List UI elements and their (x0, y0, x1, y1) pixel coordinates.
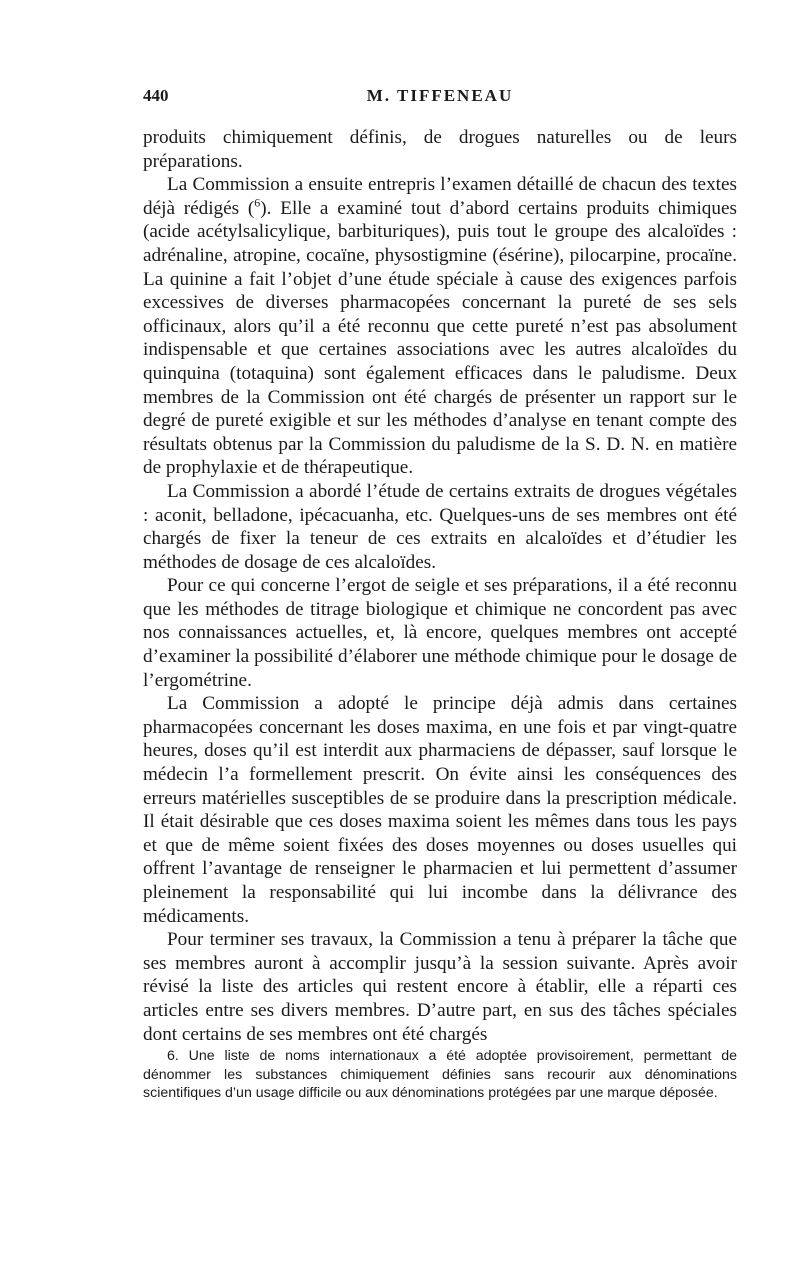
paragraph (143, 173, 737, 480)
running-head-author: M. TIFFENEAU (366, 86, 514, 105)
paragraph: Pour terminer ses travaux, la Commission a tenu à préparer la tâche que ses membres auront à accomplir jusqu’à la session suivante. Après avoir révisé la liste des articles qui restent encore à établir, elle a réparti ces articles entre ses divers membres. D’autre part, en sus des tâches spéciales dont certains de ses membres ont été chargés (143, 929, 737, 1045)
paragraph: La Commission a adopté le principe déjà admis dans certaines pharmacopées concernant les doses maxima, en une fois et par vingt-quatre heures, doses qu’il est interdit aux pharmaciens de dépasser, sauf lorsque le médecin l’a formellement prescrit. On évite ainsi les conséquences des erreurs matérielles susceptibles de se produire dans la prescription médicale. Il était désirable que ces doses maxima soient les mêmes dans tous les pays et que de même soient fixées des doses moyennes ou doses usuelles qui offrent l’avantage de renseigner le pharmacien et lui permettent d’assumer pleinement la responsabilité qui lui incombe dans la délivrance des médicaments. (143, 693, 737, 927)
paragraph: produits chimiquement définis, de drogues naturelles ou de leurs préparations. (143, 127, 737, 172)
paragraph: La Commission a abordé l’étude de certains extraits de drogues végétales : aconit, belladone, ipécacuanha, etc. Quelques-uns de ses membres ont été chargés de fixer la teneur de ces extraits en alcaloïdes et d’étudier les méthodes de dosage de ces alcaloïdes. (143, 480, 737, 573)
body-text (143, 126, 737, 1046)
paragraph: Pour ce qui concerne l’ergot de seigle et ses préparations, il a été reconnu que les méthodes de titrage biologique et chimique ne concordent pas avec nos connaissances actuelles, et, là encore, quelques membres ont accepté d’examiner la possibilité d’élaborer une méthode chimique pour le dosage de l’ergométrine. (143, 575, 737, 691)
running-head (143, 86, 737, 108)
footnote-reference: 6 (254, 195, 261, 210)
paragraph-text: La Commission a ensuite entrepris l’examen détaillé de chacun des textes déjà rédigés ( (143, 174, 737, 219)
page-number: 440 (143, 86, 169, 105)
footnote: 6. Une liste de noms internationaux a été adoptée provisoirement, permettant de dénommer les substances chimiquement définies sans recourir aux dénominations scientifiques d’un usage difficile ou aux dénominations protégées par une marque déposée. (143, 1048, 737, 1101)
paragraph-text: ). Elle a examiné tout d’abord certains produits chimiques (acide acétylsalicylique, barbituriques), puis tout le groupe des alcaloïdes : adrénaline, atropine, cocaïne, physostigmine (ésérine), pilocarpine, procaïne. La quinine a fait l’objet d’une étude spéciale à cause des exigences parfois excessives de diverses pharmacopées concernant la pureté de ses sels officinaux, alors qu’il a été reconnu que cette pureté n’est pas absolument indispensable et que certaines associations avec les autres alcaloïdes du quinquina (totaquina) sont également efficaces dans le paludisme. Deux membres de la Commission ont été chargés de présenter un rapport sur le degré de pureté exigible et sur les méthodes d’analyse en tenant compte des résultats obtenus par la Commission du paludisme de la S. D. N. en matière de prophylaxie et de thérapeutique. (143, 197, 737, 479)
